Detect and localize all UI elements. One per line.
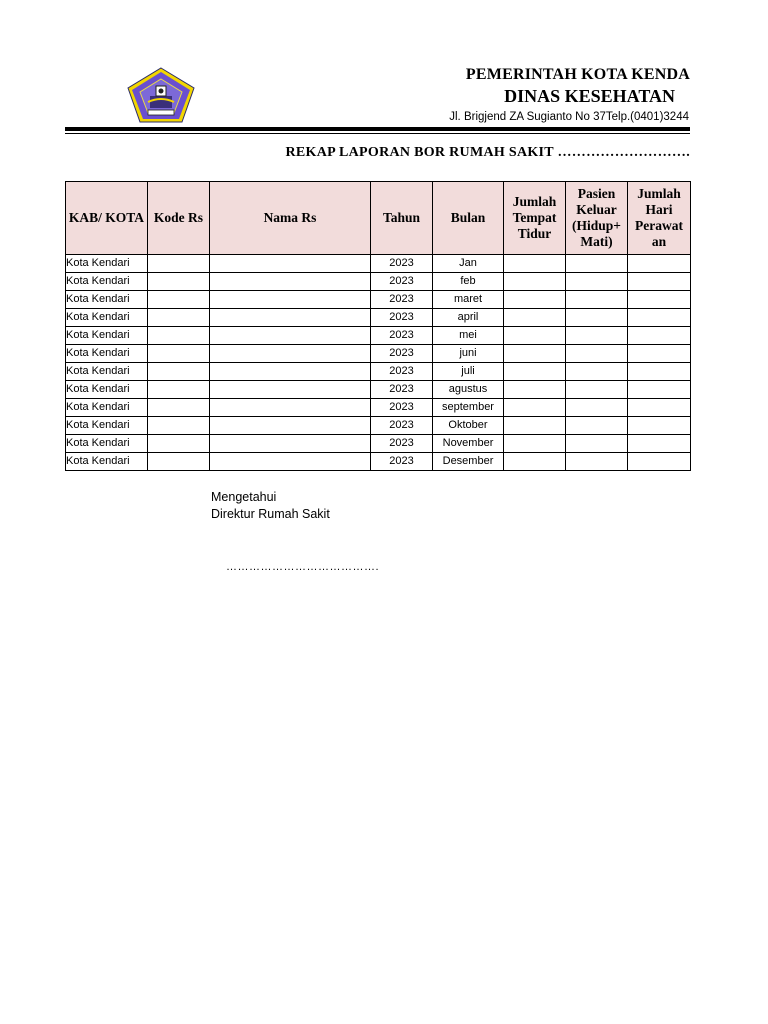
cell-bulan: september (433, 399, 504, 417)
cell-kab-kota: Kota Kendari (66, 435, 148, 453)
cell-nama-rs (210, 255, 371, 273)
cell-kab-kota: Kota Kendari (66, 345, 148, 363)
table-row (66, 363, 691, 381)
cell-kab-kota: Kota Kendari (66, 381, 148, 399)
cell-kab-kota: Kota Kendari (66, 363, 148, 381)
column-header-pasien-keluar: Pasien Keluar (Hidup+ Mati) (566, 182, 628, 255)
cell-bulan: agustus (433, 381, 504, 399)
cell-pasien-keluar (566, 255, 628, 273)
cell-kab-kota: Kota Kendari (66, 309, 148, 327)
cell-jumlah-tempat-tidur (504, 273, 566, 291)
cell-jumlah-hari-perawatan (628, 417, 691, 435)
cell-nama-rs (210, 453, 371, 471)
table-row (66, 309, 691, 327)
cell-tahun: 2023 (371, 399, 433, 417)
cell-jumlah-tempat-tidur (504, 399, 566, 417)
table-row (66, 345, 691, 363)
cell-kab-kota: Kota Kendari (66, 291, 148, 309)
cell-bulan: april (433, 309, 504, 327)
cell-tahun: 2023 (371, 417, 433, 435)
cell-jumlah-hari-perawatan (628, 399, 691, 417)
cell-kode-rs (148, 399, 210, 417)
cell-pasien-keluar (566, 273, 628, 291)
cell-kode-rs (148, 291, 210, 309)
column-header-kab-kota: KAB/ KOTA (66, 182, 148, 255)
cell-tahun: 2023 (371, 363, 433, 381)
cell-kab-kota: Kota Kendari (66, 273, 148, 291)
cell-pasien-keluar (566, 399, 628, 417)
table-row (66, 417, 691, 435)
cell-pasien-keluar (566, 309, 628, 327)
cell-nama-rs (210, 381, 371, 399)
cell-nama-rs (210, 291, 371, 309)
cell-jumlah-hari-perawatan (628, 327, 691, 345)
cell-nama-rs (210, 345, 371, 363)
table-body (66, 255, 691, 471)
cell-nama-rs (210, 435, 371, 453)
cell-kab-kota: Kota Kendari (66, 399, 148, 417)
cell-bulan: November (433, 435, 504, 453)
cell-pasien-keluar (566, 453, 628, 471)
cell-jumlah-hari-perawatan (628, 435, 691, 453)
cell-pasien-keluar (566, 345, 628, 363)
table-row (66, 255, 691, 273)
cell-tahun: 2023 (371, 435, 433, 453)
cell-tahun: 2023 (371, 345, 433, 363)
department-title: DINAS KESEHATAN (504, 86, 675, 106)
column-header-tahun: Tahun (371, 182, 433, 255)
cell-jumlah-tempat-tidur (504, 435, 566, 453)
cell-kode-rs (148, 417, 210, 435)
cell-bulan: maret (433, 291, 504, 309)
cell-jumlah-hari-perawatan (628, 291, 691, 309)
cell-nama-rs (210, 417, 371, 435)
column-header-kode-rs: Kode Rs (148, 182, 210, 255)
cell-bulan: Jan (433, 255, 504, 273)
header-rule-thin (65, 133, 690, 134)
cell-jumlah-tempat-tidur (504, 363, 566, 381)
cell-jumlah-hari-perawatan (628, 345, 691, 363)
cell-kode-rs (148, 363, 210, 381)
cell-pasien-keluar (566, 291, 628, 309)
cell-bulan: Desember (433, 453, 504, 471)
table-row (66, 327, 691, 345)
cell-nama-rs (210, 327, 371, 345)
table-row (66, 273, 691, 291)
cell-kode-rs (148, 453, 210, 471)
signature-role: Direktur Rumah Sakit (211, 507, 330, 521)
cell-pasien-keluar (566, 435, 628, 453)
signature-name-placeholder: …………………………………. (226, 561, 380, 573)
cell-pasien-keluar (566, 327, 628, 345)
cell-jumlah-tempat-tidur (504, 453, 566, 471)
table-row (66, 453, 691, 471)
cell-kode-rs (148, 273, 210, 291)
cell-nama-rs (210, 363, 371, 381)
table-header-row (66, 182, 691, 255)
cell-kab-kota: Kota Kendari (66, 453, 148, 471)
cell-jumlah-tempat-tidur (504, 291, 566, 309)
cell-tahun: 2023 (371, 255, 433, 273)
cell-tahun: 2023 (371, 381, 433, 399)
cell-nama-rs (210, 399, 371, 417)
cell-jumlah-hari-perawatan (628, 309, 691, 327)
city-emblem-icon (126, 66, 196, 124)
government-title: PEMERINTAH KOTA KENDA (465, 66, 690, 83)
cell-nama-rs (210, 309, 371, 327)
column-header-jumlah-tempat-tidur: Jumlah Tempat Tidur (504, 182, 566, 255)
cell-jumlah-hari-perawatan (628, 381, 691, 399)
cell-jumlah-tempat-tidur (504, 327, 566, 345)
cell-jumlah-tempat-tidur (504, 255, 566, 273)
address-line: Jl. Brigjend ZA Sugianto No 37Telp.(0401)3244 (449, 111, 689, 123)
cell-jumlah-tempat-tidur (504, 381, 566, 399)
table-row (66, 381, 691, 399)
cell-kab-kota: Kota Kendari (66, 327, 148, 345)
cell-kode-rs (148, 435, 210, 453)
cell-pasien-keluar (566, 417, 628, 435)
cell-kode-rs (148, 255, 210, 273)
cell-kode-rs (148, 345, 210, 363)
cell-tahun: 2023 (371, 327, 433, 345)
report-title: REKAP LAPORAN BOR RUMAH SAKIT ………………………. (285, 145, 690, 160)
cell-bulan: feb (433, 273, 504, 291)
cell-bulan: juli (433, 363, 504, 381)
column-header-bulan: Bulan (433, 182, 504, 255)
cell-jumlah-tempat-tidur (504, 417, 566, 435)
cell-jumlah-hari-perawatan (628, 363, 691, 381)
cell-nama-rs (210, 273, 371, 291)
cell-pasien-keluar (566, 381, 628, 399)
cell-jumlah-hari-perawatan (628, 453, 691, 471)
cell-pasien-keluar (566, 363, 628, 381)
cell-bulan: Oktober (433, 417, 504, 435)
cell-tahun: 2023 (371, 291, 433, 309)
cell-kode-rs (148, 309, 210, 327)
signature-acknowledge: Mengetahui (211, 490, 277, 504)
cell-tahun: 2023 (371, 309, 433, 327)
table-row (66, 435, 691, 453)
cell-jumlah-hari-perawatan (628, 255, 691, 273)
cell-kode-rs (148, 327, 210, 345)
column-header-jumlah-hari-perawatan: Jumlah Hari Perawat an (628, 182, 691, 255)
report-table (65, 181, 691, 471)
cell-bulan: juni (433, 345, 504, 363)
column-header-nama-rs: Nama Rs (210, 182, 371, 255)
cell-tahun: 2023 (371, 453, 433, 471)
cell-jumlah-hari-perawatan (628, 273, 691, 291)
cell-tahun: 2023 (371, 273, 433, 291)
table-row (66, 291, 691, 309)
header-rule-thick (65, 127, 690, 131)
cell-jumlah-tempat-tidur (504, 309, 566, 327)
cell-bulan: mei (433, 327, 504, 345)
cell-kab-kota: Kota Kendari (66, 255, 148, 273)
cell-jumlah-tempat-tidur (504, 345, 566, 363)
table-row (66, 399, 691, 417)
cell-kab-kota: Kota Kendari (66, 417, 148, 435)
cell-kode-rs (148, 381, 210, 399)
